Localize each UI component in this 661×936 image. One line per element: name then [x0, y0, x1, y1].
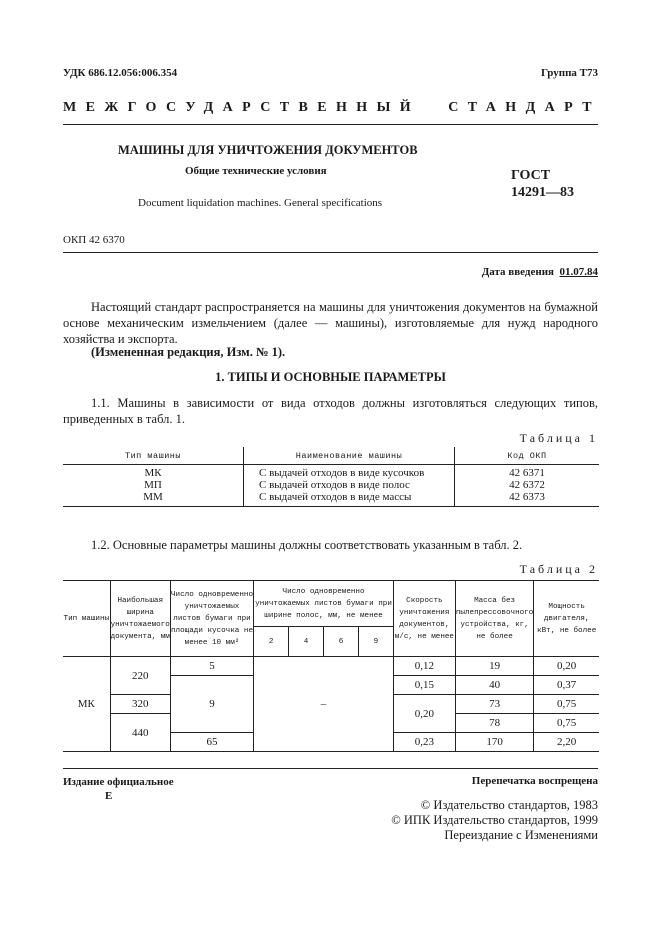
t2-width: 440: [110, 714, 170, 752]
t1-cell: 42 6371: [509, 467, 545, 479]
t2-sheets: 5: [170, 657, 253, 676]
t2-speed: 0,12: [393, 657, 455, 676]
table-row: [63, 657, 599, 676]
t2-header-speed: Скорость уничтожения документов, м/с, не менее: [393, 581, 455, 657]
t1-cell: С выдачей отходов в виде полос: [244, 479, 455, 491]
t1-header-code: Код ОКП: [455, 447, 600, 465]
t2-header-type: Тип машины: [63, 581, 110, 657]
table-1-label: Таблица 1: [519, 431, 598, 445]
footer-rule: [63, 768, 598, 769]
copyright-1999: © ИПК Издательство стандартов, 1999: [391, 813, 598, 827]
t2-strip-width: 6: [324, 627, 359, 657]
paragraph-1-2: 1.2. Основные параметры машины должны соответствовать указанным в табл. 2.: [91, 538, 523, 552]
gost-label: ГОСТ: [511, 168, 551, 183]
t2-speed: 0,15: [393, 676, 455, 695]
okp-code: ОКП 42 6370: [63, 234, 125, 246]
english-title: Document liquidation machines. General specifications: [138, 197, 383, 209]
t2-speed: 0,20: [393, 695, 455, 733]
intro-date: [482, 266, 598, 278]
t2-power: 2,20: [534, 733, 599, 752]
t1-cell: 42 6372: [509, 479, 545, 491]
t1-header-type: Тип машины: [63, 447, 244, 465]
table-2: [63, 580, 599, 752]
table-row: [63, 465, 599, 480]
t2-header-sheets-strip: Число одновременно уничтожаемых листов бумаги при ширине полос, мм, не менее: [254, 581, 394, 627]
edition-letter: Е: [105, 790, 113, 802]
copyright-1983: © Издательство стандартов, 1983: [420, 798, 598, 812]
intro-paragraph: Настоящий стандарт распространяется на машины для уничтожения документов на бумажной основе механическим измельчением (далее — машины), изготовляемые для нужд народного хозяйства и экспорта.: [63, 300, 598, 346]
t2-mass: 170: [455, 733, 533, 752]
t2-strip-width: 4: [289, 627, 324, 657]
t1-cell: 42 6373: [455, 491, 600, 507]
section-1-title: 1. ТИПЫ И ОСНОВНЫЕ ПАРАМЕТРЫ: [215, 370, 446, 384]
t2-strip-width: 2: [254, 627, 289, 657]
interstate-heading: МЕЖГОСУДАРСТВЕННЫЙ: [63, 100, 421, 115]
reprint-notice: Перепечатка воспрещена: [471, 775, 598, 787]
t2-dash: –: [254, 657, 394, 752]
t1-cell: МП: [144, 479, 162, 491]
t1-cell: С выдачей отходов в виде кусочков: [244, 465, 455, 480]
t2-speed: 0,23: [393, 733, 455, 752]
t2-header-mass: Масса без пылепрессовочного устройства, кг, не более: [455, 581, 533, 657]
header-rule: [63, 124, 598, 125]
t2-power: 0,37: [534, 676, 599, 695]
paragraph-1-1: 1.1. Машины в зависимости от вида отходов должны изготовляться следующих типов, приведенных в табл. 1.: [63, 396, 598, 426]
table-1-header: [63, 447, 599, 465]
t2-mass: 19: [455, 657, 533, 676]
document-title: МАШИНЫ ДЛЯ УНИЧТОЖЕНИЯ ДОКУМЕНТОВ: [118, 143, 418, 157]
t2-width: 220: [110, 657, 170, 695]
document-subtitle: Общие технические условия: [185, 165, 327, 177]
t2-mass: 40: [455, 676, 533, 695]
t2-power: 0,75: [534, 695, 599, 714]
intro-date-label: Дата введения: [481, 266, 554, 278]
okp-rule: [63, 252, 598, 253]
udk-code: УДК 686.12.056:006.354: [63, 67, 178, 79]
official-edition: [63, 775, 174, 803]
group-code: Группа Т73: [540, 67, 598, 79]
table-row: [63, 491, 599, 507]
gost-designation: [511, 167, 574, 201]
t2-header-sheets-area: Число одновременно уничтожаемых листов бумаги при площади кусочка не менее 10 мм²: [170, 581, 253, 657]
t2-mass: 73: [455, 695, 533, 714]
t2-header-width: Наибольшая ширина уничтожаемого документа, мм: [110, 581, 170, 657]
t2-strip-width: 9: [358, 627, 393, 657]
t2-mass: 78: [455, 714, 533, 733]
intro-date-value: 01.07.84: [559, 266, 598, 278]
t1-cell: ММ: [63, 491, 244, 507]
table-1: [63, 447, 599, 507]
amendment-note: (Измененная редакция, Изм. № 1).: [91, 345, 286, 359]
t2-header-power: Мощность двигателя, кВт, не более: [534, 581, 599, 657]
t2-type: МК: [63, 657, 110, 752]
table-2-label: Таблица 2: [519, 562, 598, 576]
t2-sheets: 9: [170, 676, 253, 733]
t2-sheets: 65: [170, 733, 253, 752]
t1-cell: МК: [144, 467, 162, 479]
t1-header-name: Наименование машины: [244, 447, 455, 465]
t1-cell: С выдачей отходов в виде массы: [244, 491, 455, 507]
gost-number: 14291—83: [511, 185, 574, 200]
table-2-header: [63, 581, 599, 627]
reissue-note: Переиздание с Изменениями: [444, 828, 598, 842]
official-edition-label: Издание официальное: [63, 776, 174, 788]
copyright-block: [391, 798, 598, 843]
standard-heading: СТАНДАРТ: [448, 100, 601, 115]
t2-power: 0,20: [534, 657, 599, 676]
t2-power: 0,75: [534, 714, 599, 733]
t2-width: 320: [110, 695, 170, 714]
table-row: [63, 479, 599, 491]
